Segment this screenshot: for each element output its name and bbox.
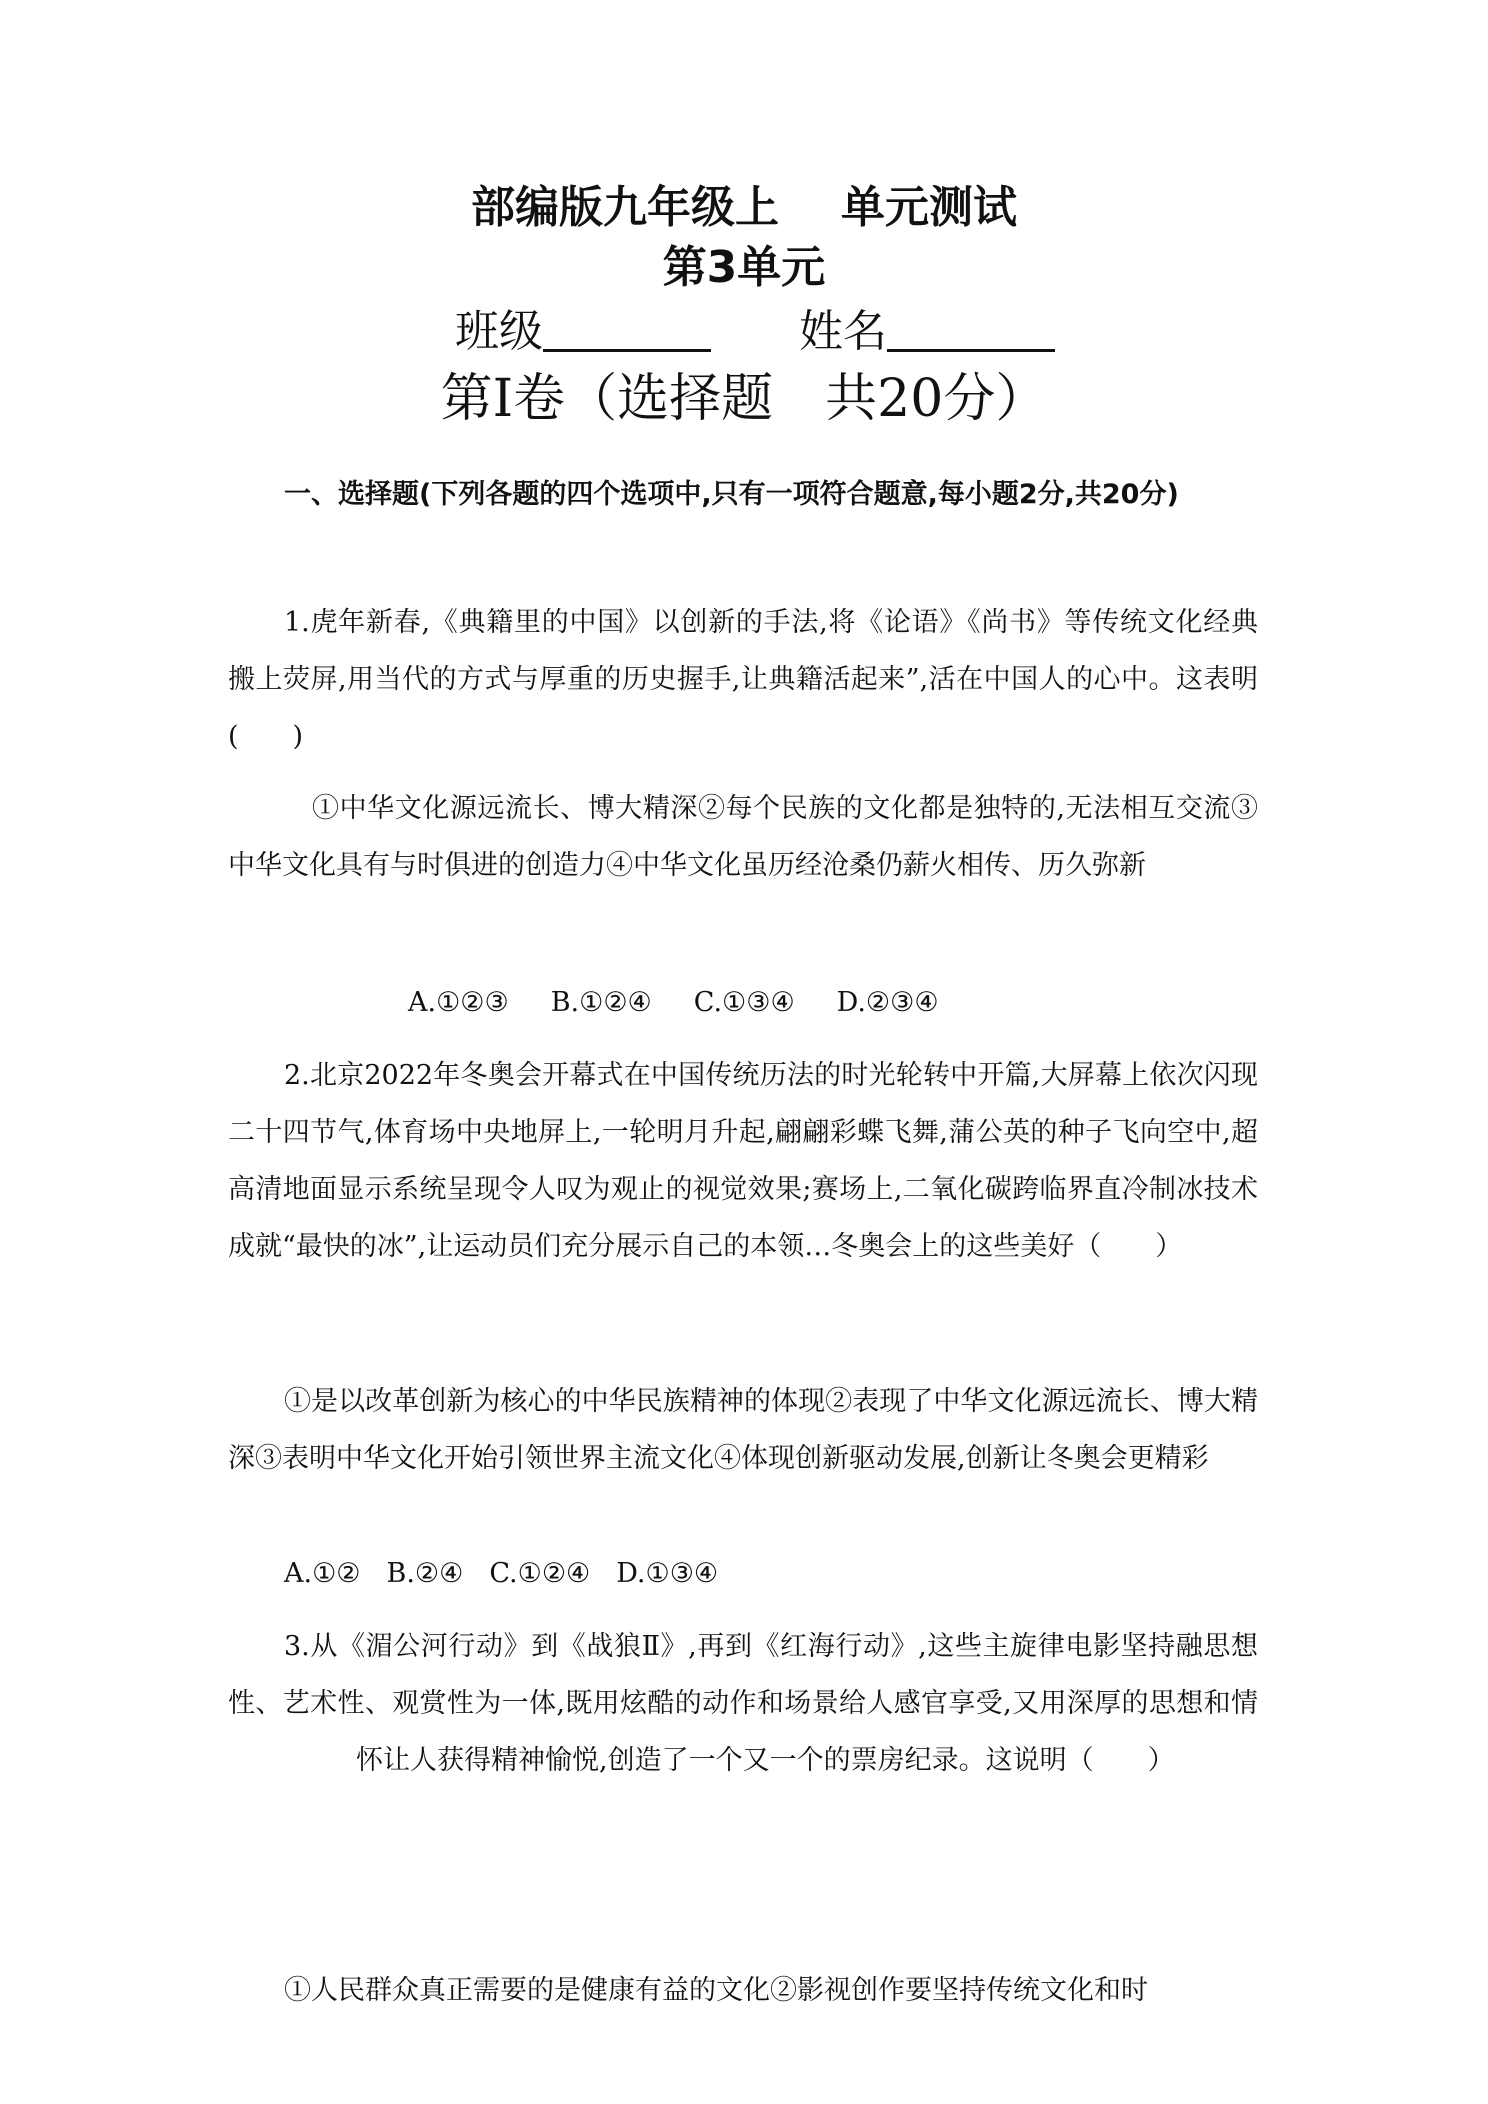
question-3-stem-part2: 怀让人获得精神愉悦,创造了一个又一个的票房纪录。这说明（ ） — [356, 1745, 1175, 1776]
class-label: 班级 — [455, 306, 543, 357]
class-blank — [543, 349, 711, 352]
choice-d: D.②③④ — [836, 987, 939, 1018]
question-1-choices — [408, 974, 981, 1031]
title-left: 部编版九年级上 — [471, 182, 779, 233]
exam-title — [0, 180, 1488, 236]
section-instruction: 一、选择题(下列各题的四个选项中,只有一项符合题意,每小题2分,共20分) — [284, 479, 1179, 510]
choice-c: C.①③④ — [693, 987, 795, 1018]
choice-c: C.①②④ — [489, 1558, 591, 1589]
question-2-statements: ①是以改革创新为核心的中华民族精神的体现②表现了中华文化源远流长、博大精深③表明中华文化开始引领世界主流文化④体现创新驱动发展,创新让冬奥会更精彩 — [228, 1386, 1258, 1474]
choice-b: B.①②④ — [550, 987, 652, 1018]
name-blank — [887, 349, 1055, 352]
choice-a: A.①② — [284, 1558, 361, 1589]
unit-title: 第3单元 — [662, 242, 826, 293]
question-1-statements: ①中华文化源远流长、博大精深②每个民族的文化都是独特的,无法相互交流③中华文化具有与时俱进的创造力④中华文化虽历经沧桑仍薪火相传、历久弥新 — [228, 793, 1258, 881]
choice-d: D.①③④ — [616, 1558, 719, 1589]
question-1-stem: 1.虎年新春,《典籍里的中国》以创新的手法,将《论语》《尚书》等传统文化经典搬上荧屏,用当代的方式与厚重的历史握手,让典籍活起来”,活在中国人的心中。这表明( ) — [228, 607, 1258, 752]
title-right: 单元测试 — [841, 182, 1017, 233]
choice-b: B.②④ — [386, 1558, 464, 1589]
question-2-stem: 2.北京2022年冬奥会开幕式在中国传统历法的时光轮转中开篇,大屏幕上依次闪现二十四节气,体育场中央地屏上,一轮明月升起,翩翩彩蝶飞舞,蒲公英的种子飞向空中,超高清地面显示系统呈现令人叹为观止的视觉效果;赛场上,二氧化碳跨临界直冷制冰技术成就“最快的冰”,让运动员们充分展示自己的本领…冬奥会上的这些美好（ ） — [228, 1060, 1258, 1262]
question-3-stem — [228, 1618, 1258, 1789]
question-3-statements: ①人民群众真正需要的是健康有益的文化②影视创作要坚持传统文化和时 — [284, 1975, 1148, 2006]
student-info-line — [455, 302, 1055, 362]
choice-a: A.①②③ — [408, 987, 509, 1018]
name-label: 姓名 — [799, 306, 887, 357]
question-2-choices — [284, 1545, 744, 1602]
volume-title: 第Ⅰ卷（选择题 共20分） — [440, 369, 1048, 429]
question-3-stem-part1: 3.从《湄公河行动》到《战狼Ⅱ》,再到《红海行动》,这些主旋律电影坚持融思想性、艺术性、观赏性为一体,既用炫酷的动作和场景给人感官享受,又用深厚的思想和情 — [228, 1631, 1258, 1719]
